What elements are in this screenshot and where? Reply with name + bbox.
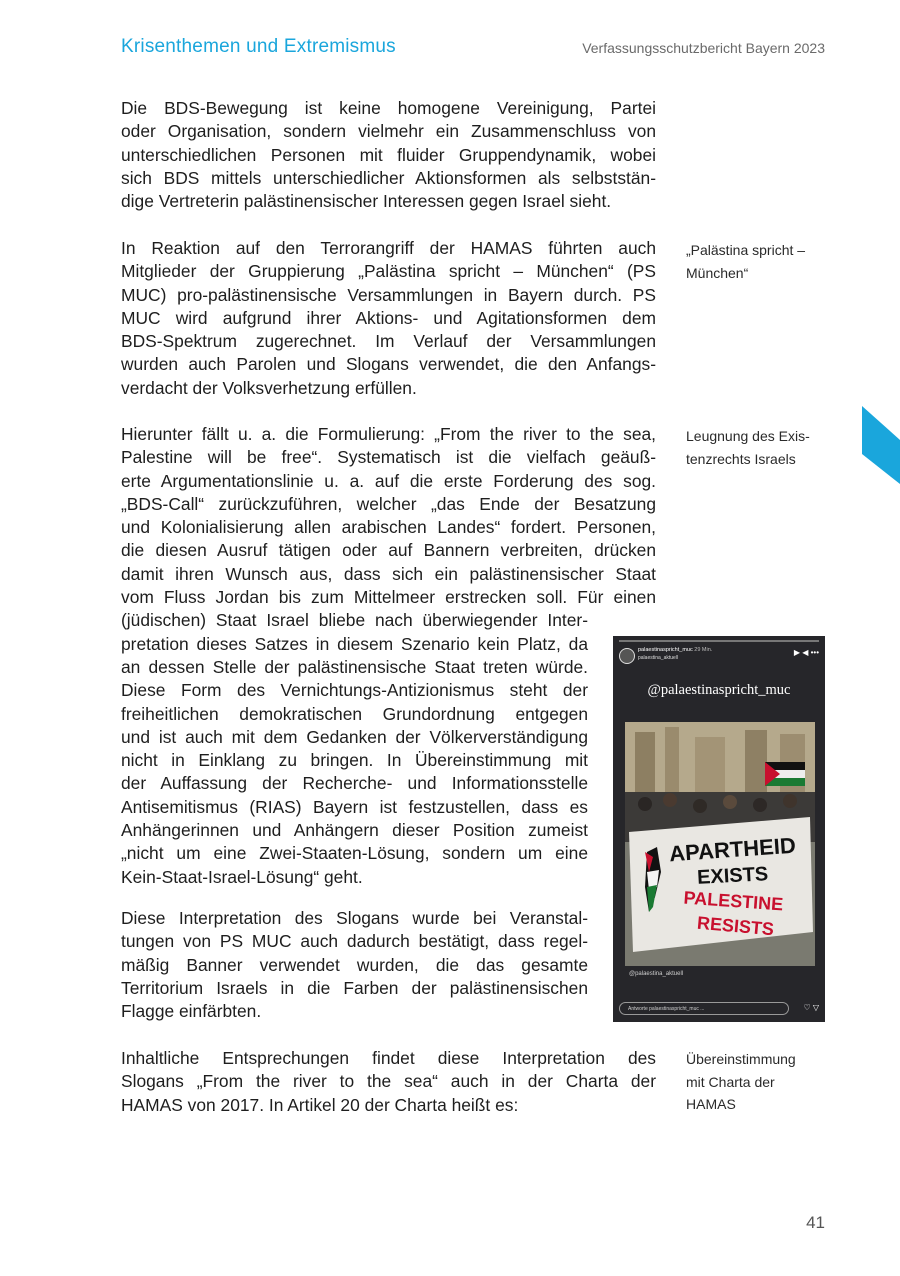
text-line: damit ihren Wunsch aus, dass sich ein palästinensischer Staat: [121, 563, 656, 584]
side-note-palaestina-spricht: [686, 239, 836, 284]
avatar: [619, 648, 635, 664]
text-line: dige Vertreterin palästinensischer Interessen gegen Israel sieht.: [121, 191, 612, 212]
chapter-tab-marker: [862, 406, 900, 484]
text-line: unterschiedlichen Personen mit fluider Gruppendynamik, wobei: [121, 144, 656, 165]
text-line: Territorium Israels in die Farben der palästinensischen: [121, 977, 588, 998]
side-note-line: mit Charta der: [686, 1073, 775, 1090]
text-line: HAMAS von 2017. In Artikel 20 der Charta heißt es:: [121, 1094, 519, 1115]
paragraph-bds-movement: [121, 97, 656, 213]
side-note-line: München“: [686, 264, 749, 281]
banner-text-exists: EXISTS: [696, 863, 769, 889]
text-line: „BDS-Call“ zurückzuführen, welcher „das Ende der Besatzung: [121, 493, 656, 514]
text-line: freiheitlichen demokratischen Grundordnung entgegen: [121, 703, 588, 724]
text-line: Inhaltliche Entsprechungen findet diese Interpretation des: [121, 1048, 656, 1068]
side-note-line: Übereinstimmung: [686, 1051, 796, 1067]
demonstration-photo: [625, 722, 815, 966]
section-title: Krisenthemen und Extremismus: [121, 36, 396, 57]
text-line: (jüdischen) Staat Israel bliebe nach überwiegender Inter-: [121, 610, 588, 631]
publication-title: Verfassungsschutzbericht Bayern 2023: [582, 40, 825, 56]
text-line: Die BDS-Bewegung ist keine homogene Vereinigung, Partei: [121, 98, 656, 118]
side-note-existence-denial: [686, 425, 836, 470]
story-progress-bar: [619, 640, 819, 642]
text-line: der Auffassung der Recherche- und Informationsstelle: [121, 773, 588, 794]
story-username: palaestinaspricht_muc 29 Min.: [638, 647, 713, 653]
paragraph-slogan: [121, 423, 656, 889]
text-line: die diesen Ausruf tätigen oder auf Bannern verbreiten, drücken: [121, 540, 656, 561]
text-line: Slogans „From the river to the sea“ auch in der Charta der: [121, 1071, 656, 1092]
text-line: tungen von PS MUC auch dadurch bestätigt, dass regel-: [121, 931, 588, 952]
text-line: sich BDS mittels unterschiedlicher Aktionsformen als selbststän-: [121, 167, 656, 188]
photo-tag: @palaestina_aktuell: [629, 971, 684, 977]
text-line: verdacht der Volksverhetzung erfüllen.: [121, 377, 417, 398]
side-note-line: Leugnung des Exis-: [686, 428, 810, 444]
paragraph-banner-interpretation: [121, 907, 656, 1023]
banner-text-palestine: PALESTINE: [682, 887, 784, 915]
text-line: In Reaktion auf den Terrorangriff der HAMAS führten auch: [121, 238, 656, 258]
text-line: Palestine will be free“. Systematisch ist die vielfach geäuß-: [121, 447, 656, 468]
text-line: und ist auch mit dem Gedanken der Völkerverständigung: [121, 726, 588, 747]
text-line: Mitglieder der Gruppierung „Palästina spricht – München“ (PS: [121, 261, 656, 282]
palestine-flag-icon: [765, 762, 805, 786]
text-line: nicht in Einklang zu bringen. In Übereinstimmung mit: [121, 750, 588, 771]
paragraph-hamas-charter: [121, 1047, 656, 1117]
text-line: Diese Interpretation des Slogans wurde bei Veranstal-: [121, 908, 588, 928]
text-line: MUC wird aufgrund ihrer Aktions- und Agitationsformen dem: [121, 307, 656, 328]
text-line: „nicht um eine Zwei-Staaten-Lösung, sondern um eine: [121, 843, 588, 864]
text-line: oder Organisation, sondern vielmehr ein Zusammenschluss von: [121, 121, 656, 142]
page-number: 41: [806, 1213, 825, 1232]
banner-text-resists: RESISTS: [696, 912, 775, 940]
text-line: erte Argumentationslinie u. a. auf die erste Forderung des sog.: [121, 470, 656, 491]
story-controls-icon: ▶ ◀ •••: [793, 648, 819, 657]
text-line: BDS-Spektrum zugerechnet. Im Verlauf der Versammlungen: [121, 331, 656, 352]
text-line: an dessen Stelle der palästinensische Staat treten würde.: [121, 656, 588, 677]
text-line: wurden auch Parolen und Slogans verwendet, die den Anfangs-: [121, 354, 656, 375]
text-line: vom Fluss Jordan bis zum Mittelmeer erstrecken soll. Für einen: [121, 587, 656, 608]
text-line: MUC) pro-palästinensische Versammlungen in Bayern durch. PS: [121, 284, 656, 305]
text-line: mäßig Banner verwendet wurden, die das gesamte: [121, 954, 588, 975]
story-reply-field: Antworte palaestinaspricht_muc ...: [619, 1002, 789, 1015]
side-note-line: HAMAS: [686, 1096, 736, 1112]
story-handle-overlay: @palaestinaspricht_muc: [647, 682, 791, 698]
heart-send-icon: ♡ ▽: [803, 1003, 819, 1012]
text-line: und Kolonialisierung allen arabischen Landes“ fordert. Personen,: [121, 517, 656, 538]
side-note-hamas-charter: [686, 1048, 836, 1116]
instagram-story-image: [613, 636, 825, 1022]
paragraph-ps-muc: [121, 237, 656, 400]
story-sub-account: palaestina_aktuell: [638, 655, 679, 661]
text-line: pretation dieses Satzes in diesem Szenario kein Platz, da: [121, 633, 588, 654]
text-line: Diese Form des Vernichtungs-Antizionismus steht der: [121, 680, 588, 701]
text-line: Kein-Staat-Israel-Lösung“ geht.: [121, 866, 363, 887]
text-line: Hierunter fällt u. a. die Formulierung: „From the river to the sea,: [121, 424, 656, 444]
text-line: Antisemitismus (RIAS) Bayern ist festzustellen, dass es: [121, 796, 588, 817]
banner-text-apartheid: APARTHEID: [668, 832, 797, 867]
side-note-line: „Palästina spricht –: [686, 242, 806, 258]
text-line: Anhängerinnen und Anhängern dieser Position zumeist: [121, 820, 588, 841]
text-line: Flagge einfärbten.: [121, 1001, 262, 1022]
side-note-line: tenzrechts Israels: [686, 450, 796, 467]
